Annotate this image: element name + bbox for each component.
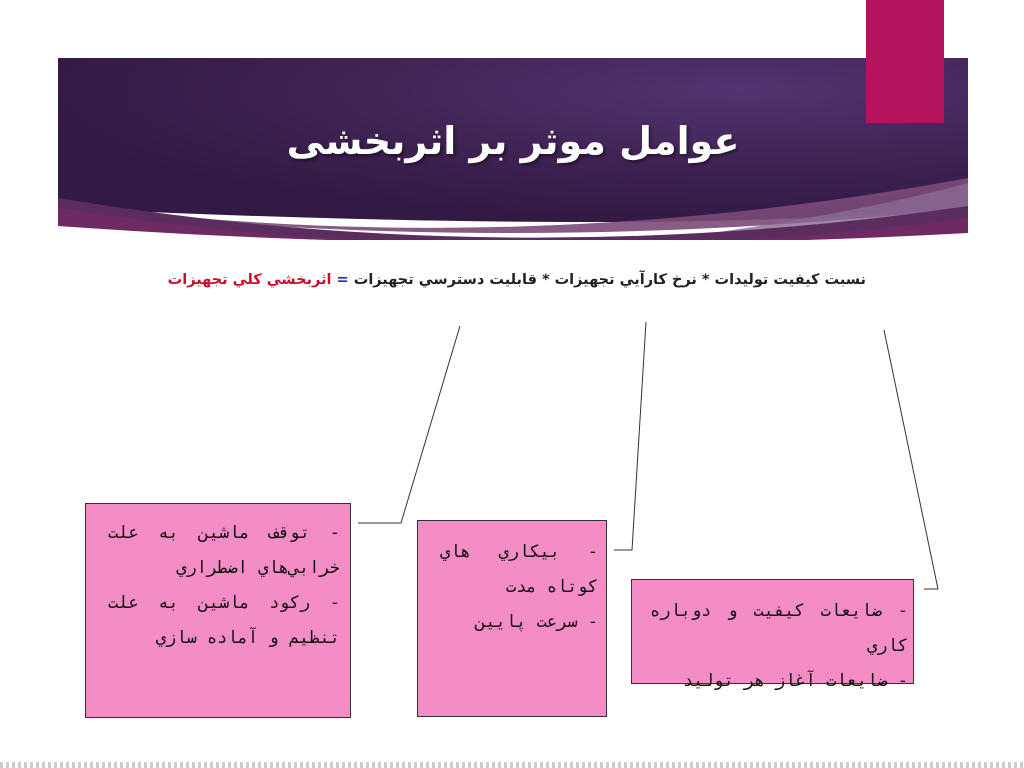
slide-title: عوامل موثر بر اثربخشی xyxy=(286,118,740,163)
list-item: - ركود ماشين به علت تنظيم و آماده سازي xyxy=(108,593,340,648)
formula-result: اثربخشي كلي تجهيزات xyxy=(167,272,332,288)
bottom-border xyxy=(0,762,1024,768)
quality-box-text xyxy=(650,594,908,699)
list-item: - ضايعات كيفيت و دوباره كاري xyxy=(650,601,908,656)
list-item: - توقف ماشين به علت خرابي‌هاي اضطراري xyxy=(108,523,340,578)
connector-performance xyxy=(614,322,646,550)
availability-box-text xyxy=(108,516,340,656)
list-item: - سرعت پايين xyxy=(475,612,598,632)
formula-factors: نسبت كيفيت توليدات * نرخ كارآيي تجهيزات * قابليت دسترسي تجهيزات xyxy=(353,272,866,288)
formula-equals: = xyxy=(331,272,354,288)
connector-availability xyxy=(358,326,460,523)
list-item: - بيكاري هاي كوتاه مدت xyxy=(440,542,598,597)
list-item: - ضايعات آغاز هر توليد xyxy=(682,671,908,691)
connector-quality xyxy=(884,330,938,589)
performance-box-text xyxy=(440,535,598,640)
